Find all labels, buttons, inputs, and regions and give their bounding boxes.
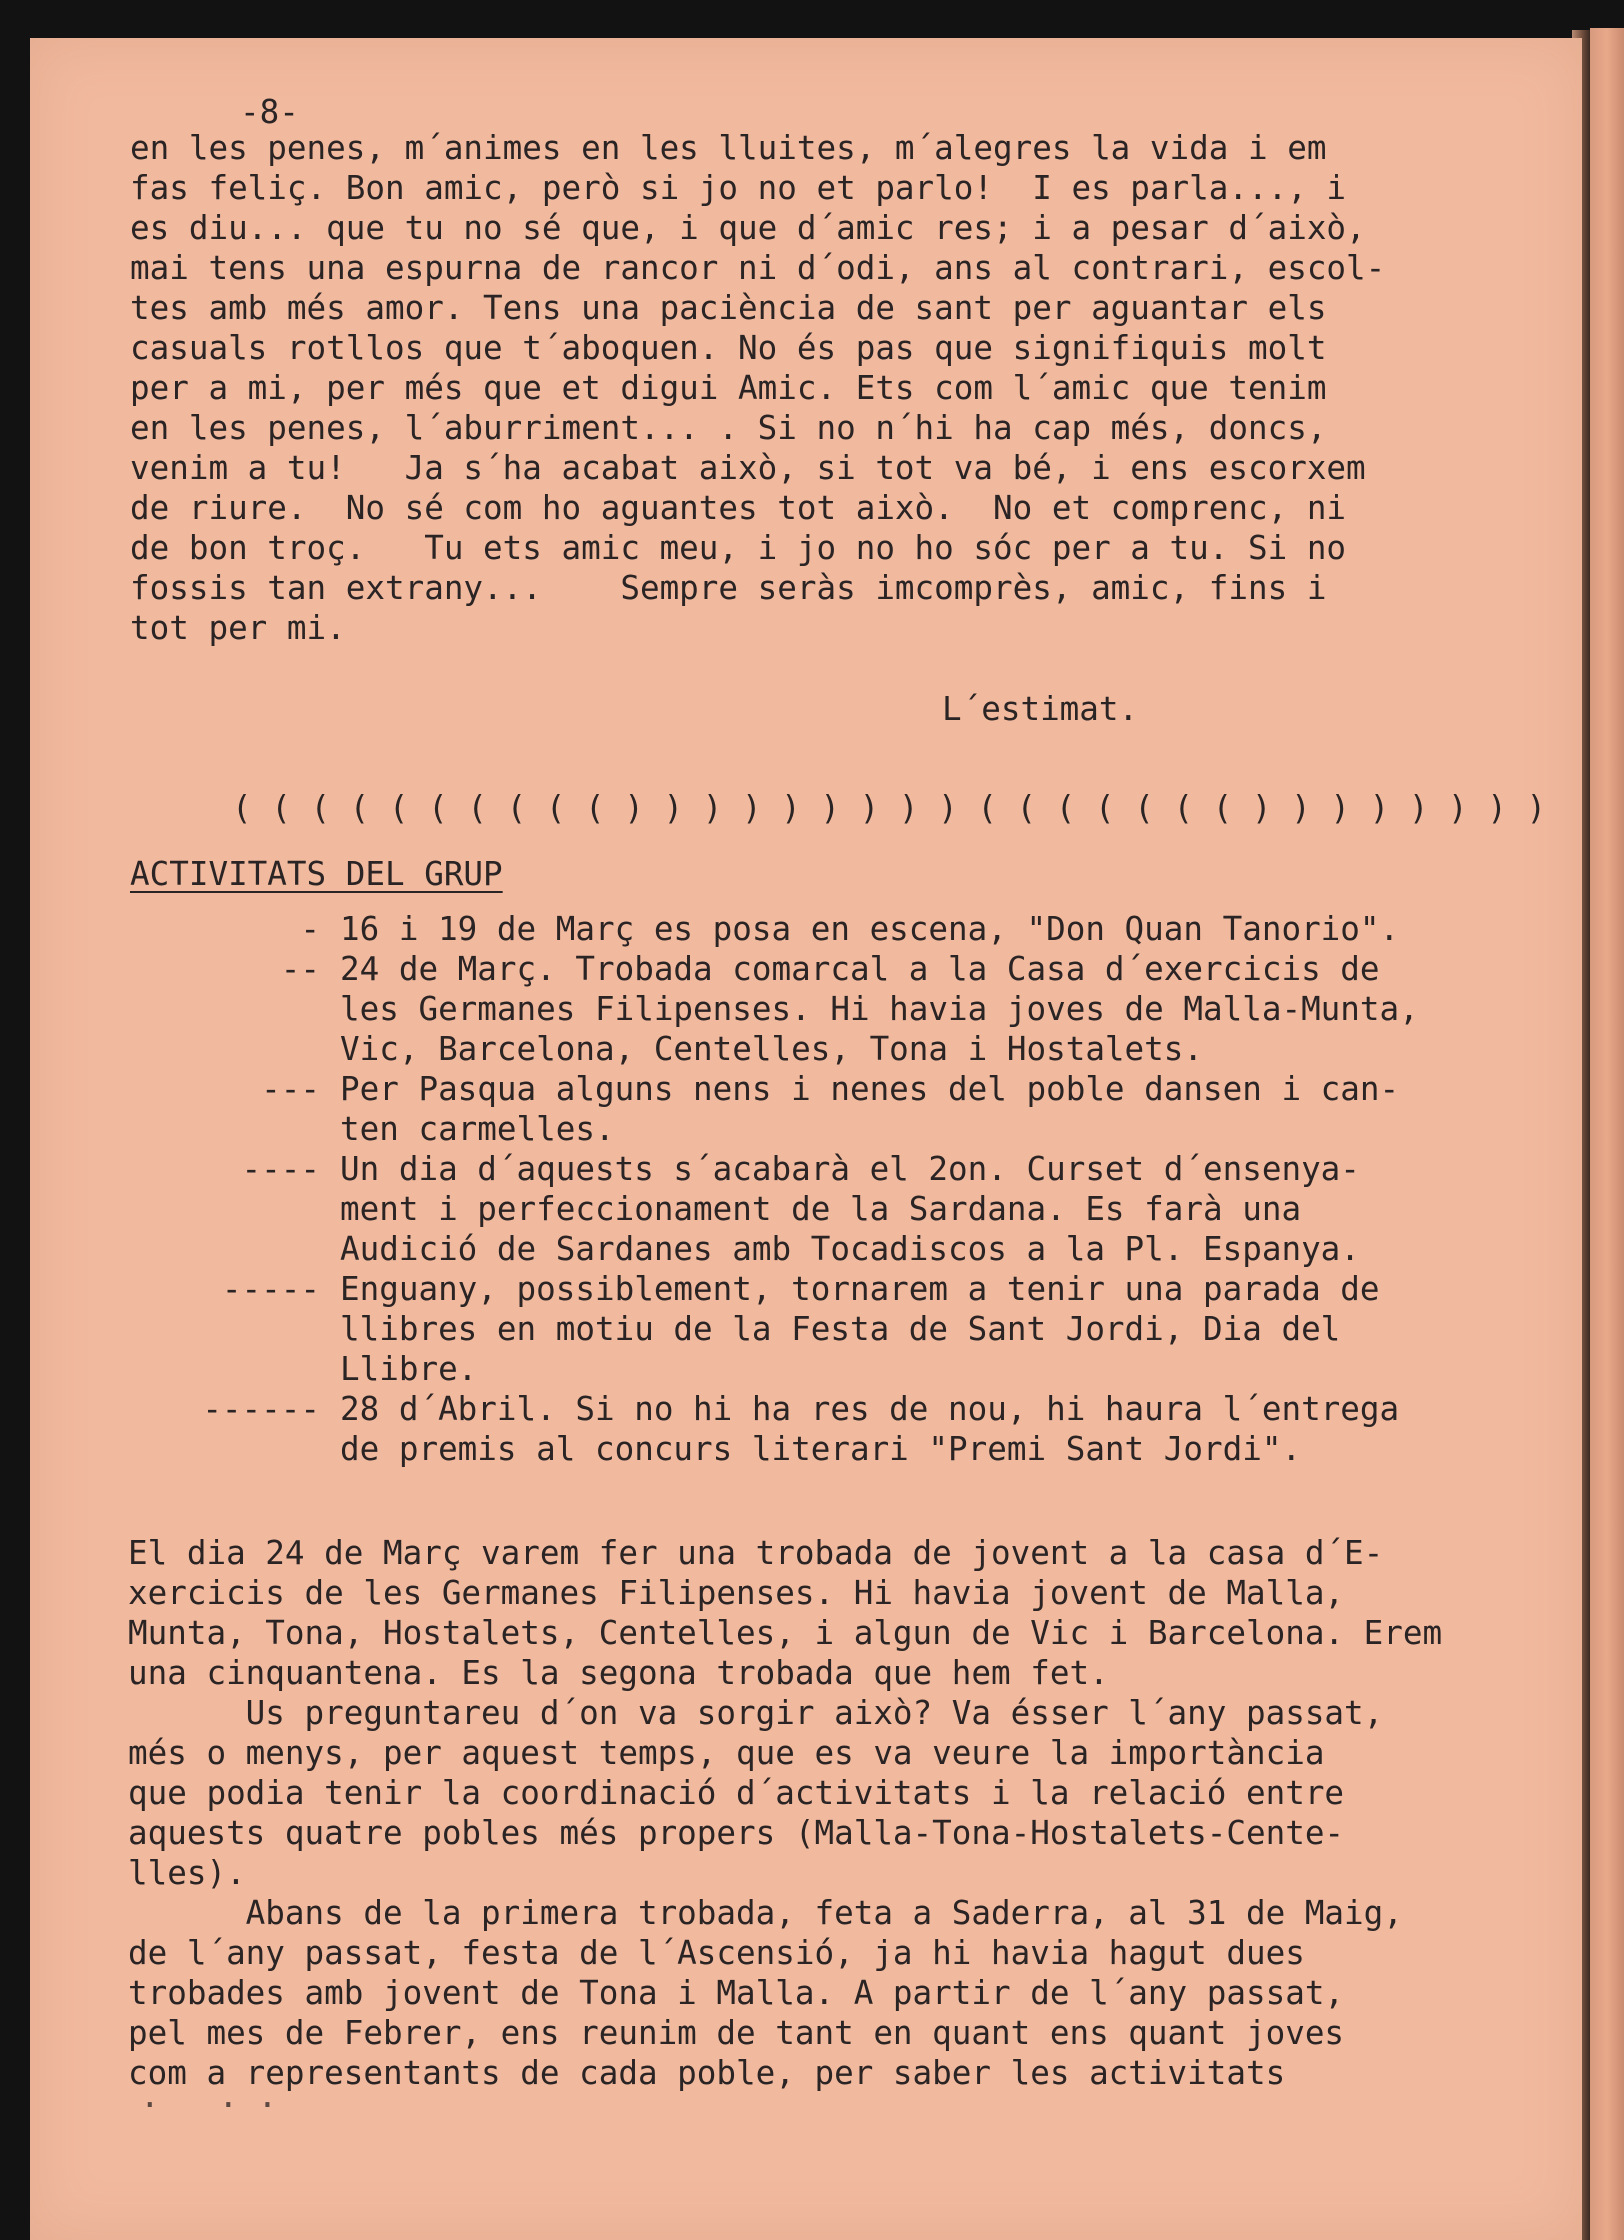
activity-item xyxy=(130,1269,1419,1389)
activity-dash: ----- xyxy=(221,1270,320,1308)
activity-text: Per Pasqua alguns nens i nenes del poble dansen i can- ten carmelles. xyxy=(340,1070,1400,1148)
activity-item xyxy=(130,1389,1419,1469)
activity-text: 16 i 19 de Març es posa en escena, "Don Quan Tanorio". xyxy=(340,910,1400,948)
page-number: -8- xyxy=(240,93,299,131)
activity-item xyxy=(130,909,1419,949)
activity-dash: -- xyxy=(280,950,320,988)
section-heading: ACTIVITATS DEL GRUP xyxy=(130,855,503,893)
signature: L´estimat. xyxy=(942,690,1139,728)
activity-text: Un dia d´aquests s´acabarà el 2on. Curset d´ensenya- ment i perfeccionament de la Sardana. Es farà una Audició de Sardanes amb Tocadiscos a la Pl. Espanya. xyxy=(340,1150,1360,1268)
activity-dash: --- xyxy=(261,1070,320,1108)
report-paragraph: El dia 24 de Març varem fer una trobada de jovent a la casa d´E- xercicis de les Germanes Filipenses. Hi havia jovent de Malla, Munta, Tona, Hostalets, Centelles, i algun de Vic i Barcelona. Erem una cinquantena. Es la segona trobada que hem fet. Us preguntareu d´on va sorgir això? Va ésser l´any passat, més o menys, per aquest temps, que es va veure la importància que podia tenir la coordinació d´activitats i la relació entre aquests quatre pobles més propers (Malla-Tona-Hostalets-Cente- lles). Abans de la primera trobada, feta a Saderra, al 31 de Maig, de l´any passat, festa de l´Ascensió, ja hi havia hagut dues trobades amb jovent de Tona i Malla. A partir de l´any passat, pel mes de Febrer, ens reunim de tant en quant ens quant joves com a representants de cada poble, per saber les activitats xyxy=(128,1534,1443,2092)
ornamental-divider: ( ( ( ( ( ( ( ( ( ( ) ) ) ) ) ) ) ) ) ( ( ( ( ( ( ( ) ) ) ) ) ) ) ) xyxy=(232,789,1547,827)
activity-text: 28 d´Abril. Si no hi ha res de nou, hi haura l´entrega de premis al concurs literari "Premi Sant Jordi". xyxy=(340,1390,1400,1468)
activity-dash: - xyxy=(300,910,320,948)
activity-item xyxy=(130,1069,1419,1149)
cut-off-text-fragment: · · · xyxy=(140,2086,278,2124)
next-page-edge xyxy=(1590,28,1624,2240)
activity-text: 24 de Març. Trobada comarcal a la Casa d´exercicis de les Germanes Filipenses. Hi havia joves de Malla-Munta, Vic, Barcelona, Centelles, Tona i Hostalets. xyxy=(340,950,1419,1068)
activity-text: Enguany, possiblement, tornarem a tenir una parada de llibres en motiu de la Festa de Sant Jordi, Dia del Llibre. xyxy=(340,1270,1380,1388)
activity-item xyxy=(130,949,1419,1069)
activities-list xyxy=(130,909,1419,1469)
activity-dash: ------ xyxy=(202,1390,320,1428)
letter-paragraph: en les penes, m´animes en les lluites, m´alegres la vida i em fas feliç. Bon amic, però si jo no et parlo! I es parla..., i es diu... que tu no sé que, i que d´amic res; i a pesar d´això, mai tens una espurna de rancor ni d´odi, ans al contrari, escol- tes amb més amor. Tens una paciència de sant per aguantar els casuals rotllos que t´aboquen. No és pas que signifiquis molt per a mi, per més que et digui Amic. Ets com l´amic que tenim en les penes, l´aburriment... . Si no n´hi ha cap més, doncs, venim a tu! Ja s´ha acabat això, si tot va bé, i ens escorxem de riure. No sé com ho aguantes tot això. No et comprenc, ni de bon troç. Tu ets amic meu, i jo no ho sóc per a tu. Si no fossis tan extrany... Sempre seràs imcomprès, amic, fins i tot per mi. xyxy=(130,129,1386,647)
activity-item xyxy=(130,1149,1419,1269)
activity-dash: ---- xyxy=(241,1150,320,1188)
